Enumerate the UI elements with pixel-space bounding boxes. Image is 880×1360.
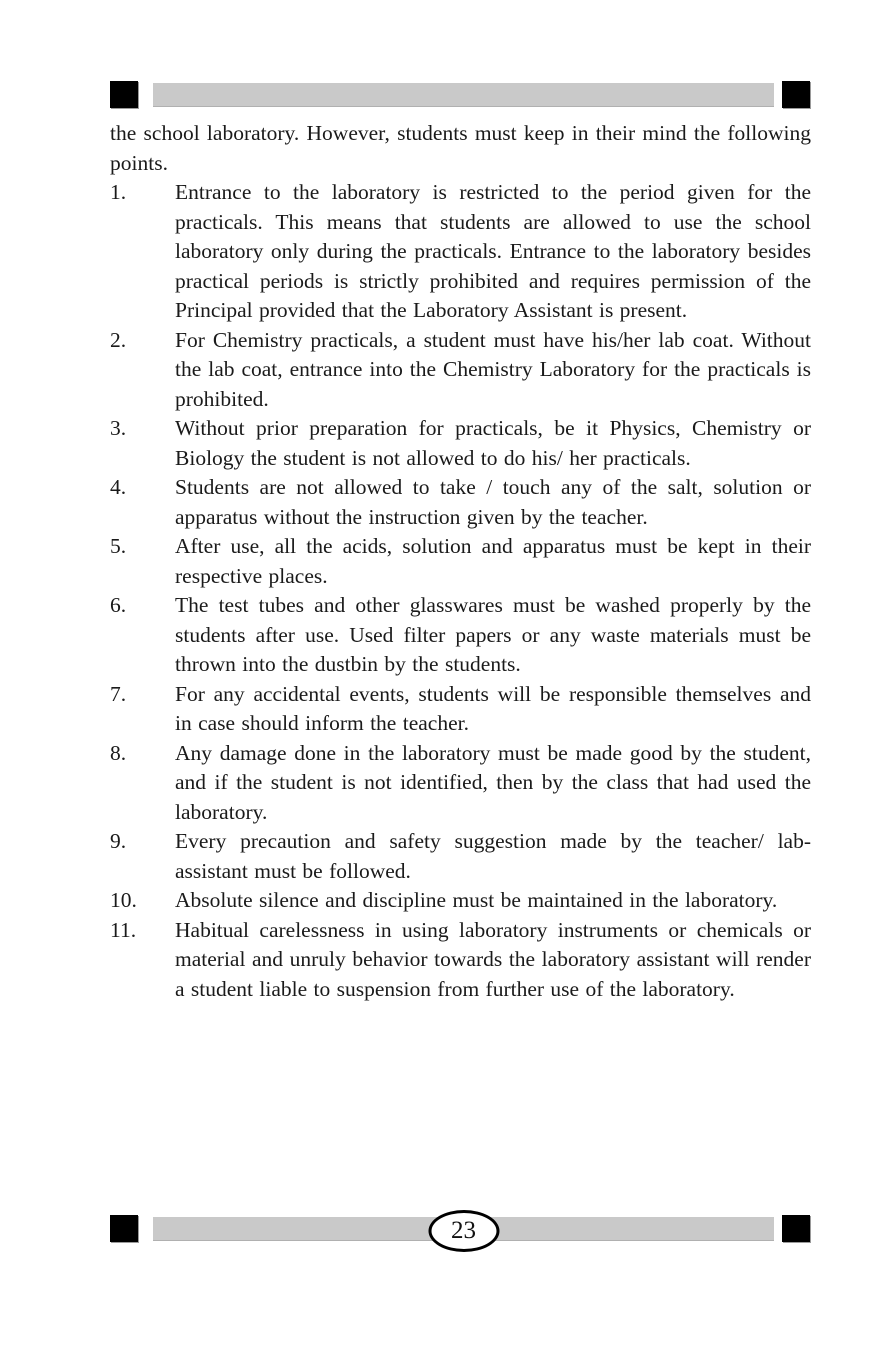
list-item-number: 4. [110, 475, 127, 499]
list-item [110, 680, 811, 739]
list-item-number: 10. [110, 888, 137, 912]
page-number: 23 [451, 1217, 476, 1244]
list-item-text: Without prior preparation for practicals, be it Physics, Chemistry or Biology the student is not allowed to do his/ her practicals. [175, 416, 811, 470]
list-item-text: For any accidental events, students will be responsible themselves and in case should inform the teacher. [175, 681, 811, 735]
list-item [110, 532, 811, 591]
list-item-text: Entrance to the laboratory is restricted to the period given for the practicals. This means that students are allowed to use the school laboratory only during the practicals. Entrance to the laboratory besides practical periods is strictly prohibited and requires permission of the Principal provided that the Laboratory Assistant is present. [175, 180, 811, 322]
list-item [110, 739, 811, 828]
list-item-text: Absolute silence and discipline must be maintained in the laboratory. [175, 888, 778, 912]
bottom-decoration [110, 1215, 810, 1243]
list-item [110, 326, 811, 415]
list-item-text: Habitual carelessness in using laboratory instruments or chemicals or material and unruly behavior towards the laboratory assistant will render a student liable to suspension from further use of the laboratory. [175, 917, 811, 1001]
list-item-number: 2. [110, 327, 127, 352]
list-item-number: 9. [110, 829, 127, 853]
list-item-text: Any damage done in the laboratory must be made good by the student, and if the student is not identified, then by the class that had used the laboratory. [175, 740, 811, 824]
top-decoration [110, 81, 810, 109]
list-item-number: 7. [110, 681, 127, 706]
list-item-number: 11. [110, 917, 137, 942]
top-left-square [110, 81, 138, 108]
top-right-square [782, 81, 810, 108]
list-item [110, 178, 811, 326]
list-item [110, 473, 811, 532]
list-item [110, 591, 811, 680]
list-item-text: For Chemistry practicals, a student must have his/her lab coat. Without the lab coat, entrance into the Chemistry Laboratory for the practicals is prohibited. [175, 327, 811, 411]
list-item [110, 827, 811, 886]
intro-paragraph: the school laboratory. However, students must keep in their mind the following points. [110, 121, 811, 175]
list-item-number: 8. [110, 740, 127, 765]
bottom-gray-bar [153, 1217, 774, 1244]
page-number-badge [428, 1210, 499, 1252]
list-item-number: 5. [110, 534, 127, 558]
bottom-left-square [110, 1215, 138, 1242]
page-content [110, 119, 811, 1004]
list-item-number: 1. [110, 180, 127, 204]
list-item-number: 6. [110, 593, 127, 617]
list-item-text: After use, all the acids, solution and apparatus must be kept in their respective places. [175, 534, 811, 588]
rules-list [110, 178, 811, 1004]
list-item-text: Every precaution and safety suggestion made by the teacher/ lab-assistant must be followed. [175, 829, 811, 883]
list-item [110, 916, 811, 1005]
top-gray-bar [153, 83, 774, 106]
list-item-number: 3. [110, 416, 127, 440]
list-item-text: Students are not allowed to take / touch any of the salt, solution or apparatus without the instruction given by the teacher. [175, 475, 811, 529]
list-item [110, 414, 811, 473]
list-item [110, 886, 811, 916]
list-item-text: The test tubes and other glasswares must be washed properly by the students after use. Used filter papers or any waste materials must be thrown into the dustbin by the students. [175, 593, 811, 676]
bottom-right-square [782, 1215, 810, 1242]
